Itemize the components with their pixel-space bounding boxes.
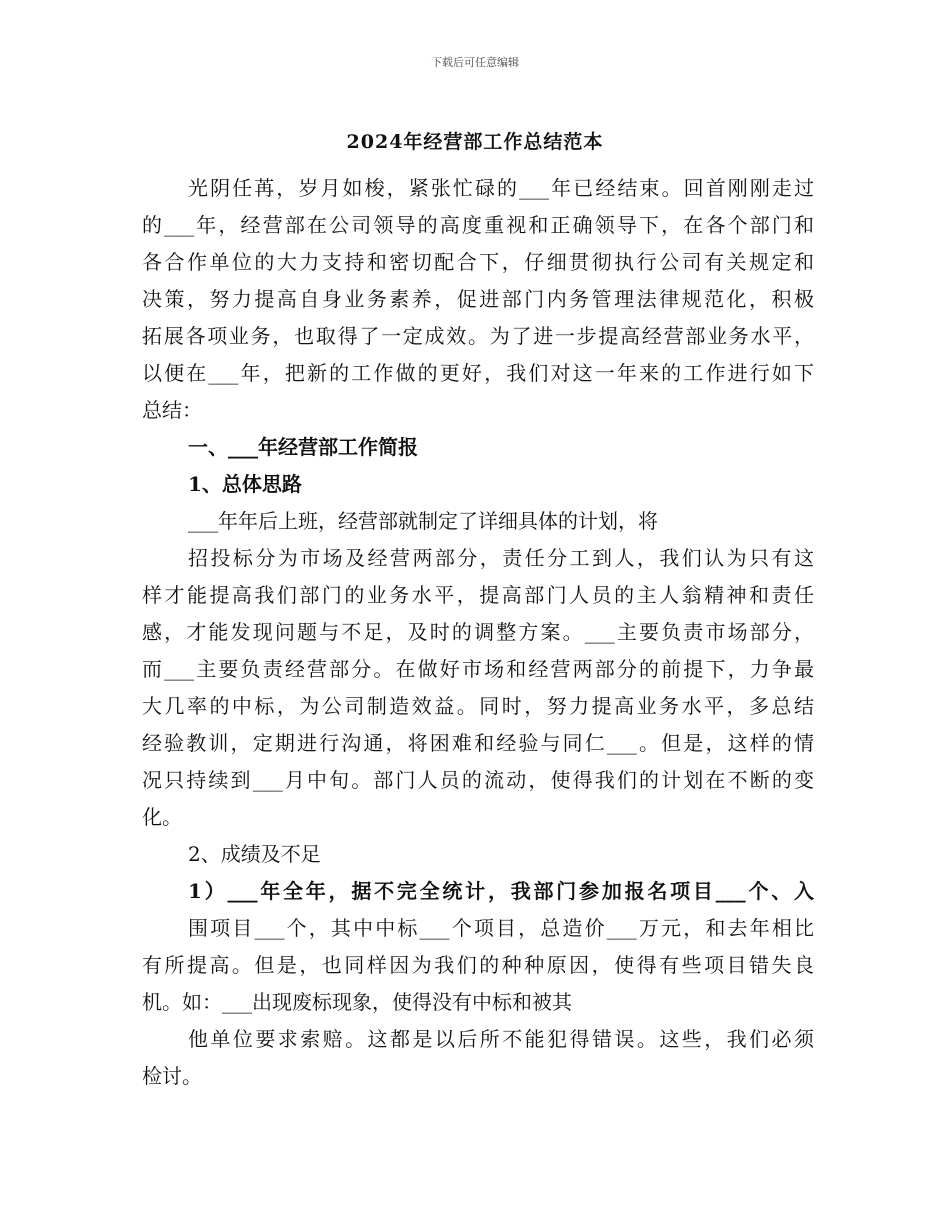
paragraph-line: 化。 xyxy=(142,805,182,829)
subsection-heading: 1、总体思路 xyxy=(188,472,302,496)
document-body xyxy=(142,170,814,1095)
paragraph-line: 光阴任苒，岁月如梭，紧张忙碌的___年已经结束。回首刚刚走过 xyxy=(188,176,814,200)
paragraph-line: 样才能提高我们部门的业务水平，提高部门人员的主人翁精神和责任 xyxy=(142,583,814,607)
paragraph-line: 况只持续到___月中旬。部门人员的流动，使得我们的计划在不断的变 xyxy=(142,768,814,792)
paragraph-line: 围项目___个，其中中标___个项目，总造价___万元，和去年相比 xyxy=(188,916,814,940)
section-heading: 一、___年经营部工作简报 xyxy=(188,435,418,459)
document-title: 2024年经营部工作总结范本 xyxy=(346,131,604,153)
subsection-heading: 2、成绩及不足 xyxy=(188,842,321,866)
list-item-heading: 1）___年全年，据不完全统计，我部门参加报名项目___个、入 xyxy=(188,879,814,903)
paragraph-line: ___年年后上班，经营部就制定了详细具体的计划，将 xyxy=(188,509,658,533)
paragraph-line: 的___年，经营部在公司领导的高度重视和正确领导下，在各个部门和 xyxy=(142,213,814,237)
paragraph-line: 感，才能发现问题与不足，及时的调整方案。___主要负责市场部分， xyxy=(142,620,814,644)
header-note: 下载后可任意编辑 xyxy=(431,56,519,69)
paragraph-line: 有所提高。但是，也同样因为我们的种种原因，使得有些项目错失良 xyxy=(142,953,814,977)
paragraph-line: 招投标分为市场及经营两部分，责任分工到人，我们认为只有这 xyxy=(188,546,814,570)
paragraph-line: 而___主要负责经营部分。在做好市场和经营两部分的前提下，力争最 xyxy=(142,657,814,681)
paragraph-line: 总结： xyxy=(142,398,202,422)
paragraph-line: 拓展各项业务，也取得了一定成效。为了进一步提高经营部业务水平， xyxy=(142,324,814,348)
paragraph-line: 检讨。 xyxy=(142,1064,202,1088)
paragraph-line: 大几率的中标，为公司制造效益。同时，努力提高业务水平，多总结 xyxy=(142,694,814,718)
paragraph-line: 各合作单位的大力支持和密切配合下，仔细贯彻执行公司有关规定和 xyxy=(142,250,814,274)
paragraph-line: 以便在___年，把新的工作做的更好，我们对这一年来的工作进行如下 xyxy=(142,361,814,385)
paragraph-line: 机。如：___出现废标现象，使得没有中标和被其 xyxy=(142,990,572,1014)
paragraph-line: 经验教训，定期进行沟通，将困难和经验与同仁___。但是，这样的情 xyxy=(142,731,814,755)
paragraph-line: 他单位要求索赔。这都是以后所不能犯得错误。这些，我们必须 xyxy=(188,1027,814,1051)
paragraph-line: 决策，努力提高自身业务素养，促进部门内务管理法律规范化，积极 xyxy=(142,287,814,311)
